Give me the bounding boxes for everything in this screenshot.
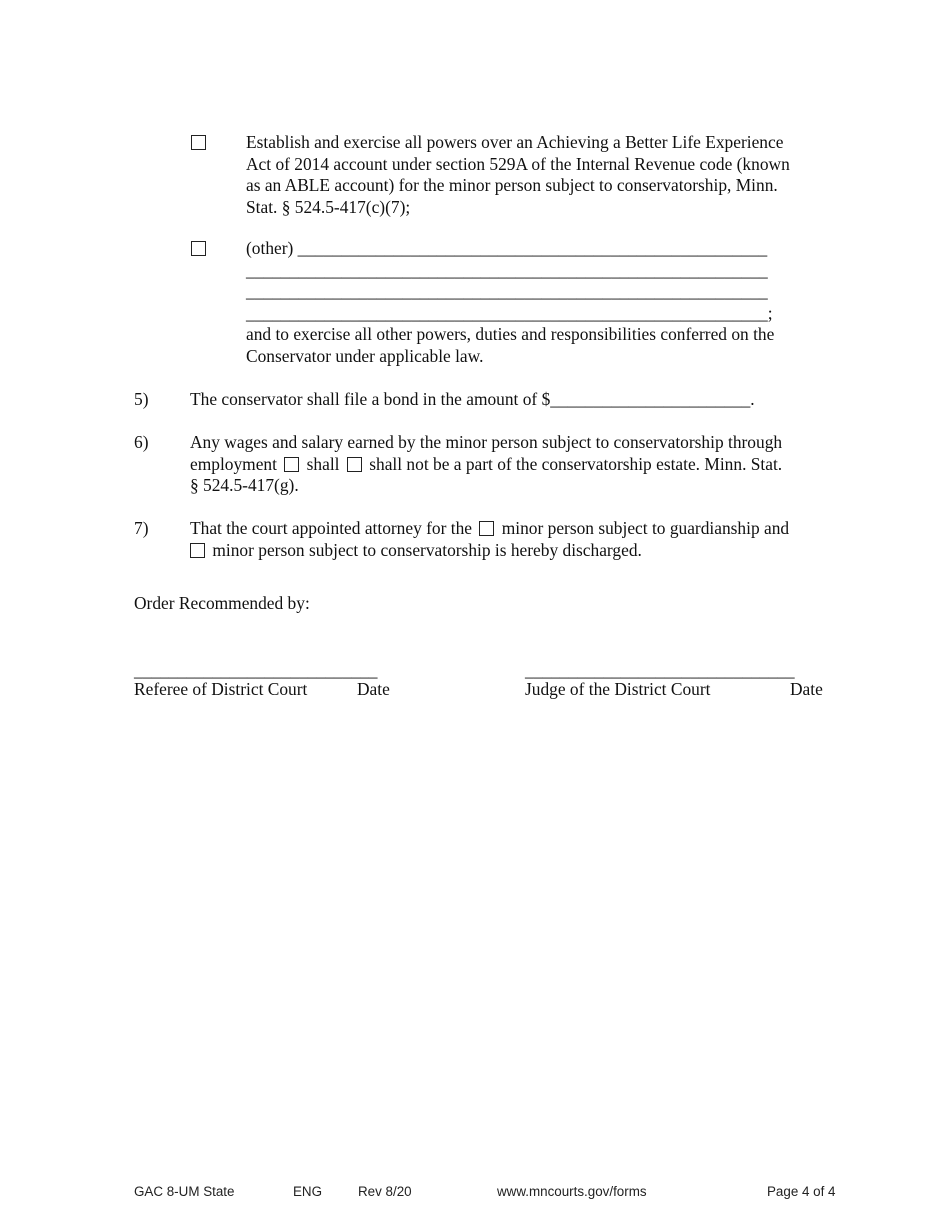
item-5-bond-text[interactable]: The conservator shall file a bond in the amount of $_______________________. (190, 389, 755, 409)
item-5-number: 5) (134, 389, 149, 409)
shall-label: shall (306, 453, 340, 474)
referee-label: Referee of District Court (134, 679, 308, 699)
item-7-line-2 (190, 540, 789, 562)
item-7-number: 7) (134, 518, 149, 538)
able-line-3: as an ABLE account) for the minor person subject to conservatorship, Minn. (246, 175, 778, 195)
other-blank-line-3[interactable]: ____________________________________________________________; (246, 302, 773, 323)
item-6-text (190, 432, 782, 497)
other-closing-line-2: Conservator under applicable law. (246, 345, 484, 366)
referee-signature-line[interactable]: ____________________________ (134, 660, 378, 680)
footer-language: ENG (293, 1184, 323, 1199)
guardianship-attorney-checkbox[interactable] (479, 521, 494, 536)
order-recommended-by: Order Recommended by: (134, 593, 310, 613)
employment-label: employment (190, 453, 277, 474)
able-account-text (246, 132, 790, 218)
able-line-1: Establish and exercise all powers over an Achieving a Better Life Experience (246, 132, 784, 152)
item-7-text (190, 518, 789, 561)
other-blank-line-2[interactable]: ____________________________________________________________ (246, 281, 768, 301)
item-7-line-1-start: That the court appointed attorney for the (190, 518, 473, 538)
shall-not-checkbox[interactable] (347, 457, 362, 472)
conservatorship-attorney-checkbox[interactable] (190, 543, 205, 558)
footer-page-number: Page 4 of 4 (767, 1184, 836, 1199)
item-6-line-2 (190, 454, 782, 476)
judge-label: Judge of the District Court (525, 679, 711, 699)
referee-date-label: Date (357, 679, 390, 699)
footer-form-id: GAC 8-UM State (134, 1184, 235, 1199)
judge-signature-line[interactable]: _______________________________ (525, 660, 795, 680)
able-line-4: Stat. § 524.5-417(c)(7); (246, 196, 411, 217)
shall-not-label: shall not be a part of the conservatorship estate. Minn. Stat. (369, 453, 783, 474)
item-7-line-1-end: minor person subject to guardianship and (501, 518, 790, 538)
other-closing-line-1: and to exercise all other powers, duties and responsibilities conferred on the (246, 324, 775, 344)
able-account-checkbox[interactable] (191, 135, 206, 150)
item-7-line-1 (190, 518, 789, 540)
other-power-checkbox[interactable] (191, 241, 206, 256)
footer-revision: Rev 8/20 (358, 1184, 412, 1199)
other-blank-line-1[interactable]: ____________________________________________________________ (246, 259, 768, 280)
judge-date-label: Date (790, 679, 823, 699)
item-6-line-1: Any wages and salary earned by the minor person subject to conservatorship through (190, 432, 783, 452)
other-power-field[interactable]: (other) ______________________________________________________ (246, 238, 768, 258)
item-7-line-2-end: minor person subject to conservatorship is hereby discharged. (212, 539, 642, 560)
shall-checkbox[interactable] (284, 457, 299, 472)
footer-website[interactable]: www.mncourts.gov/forms (497, 1184, 647, 1199)
other-power-text (246, 238, 774, 367)
item-6-number: 6) (134, 432, 149, 452)
item-6-line-3: § 524.5-417(g). (190, 475, 299, 495)
able-line-2: Act of 2014 account under section 529A of the Internal Revenue code (known (246, 153, 790, 174)
